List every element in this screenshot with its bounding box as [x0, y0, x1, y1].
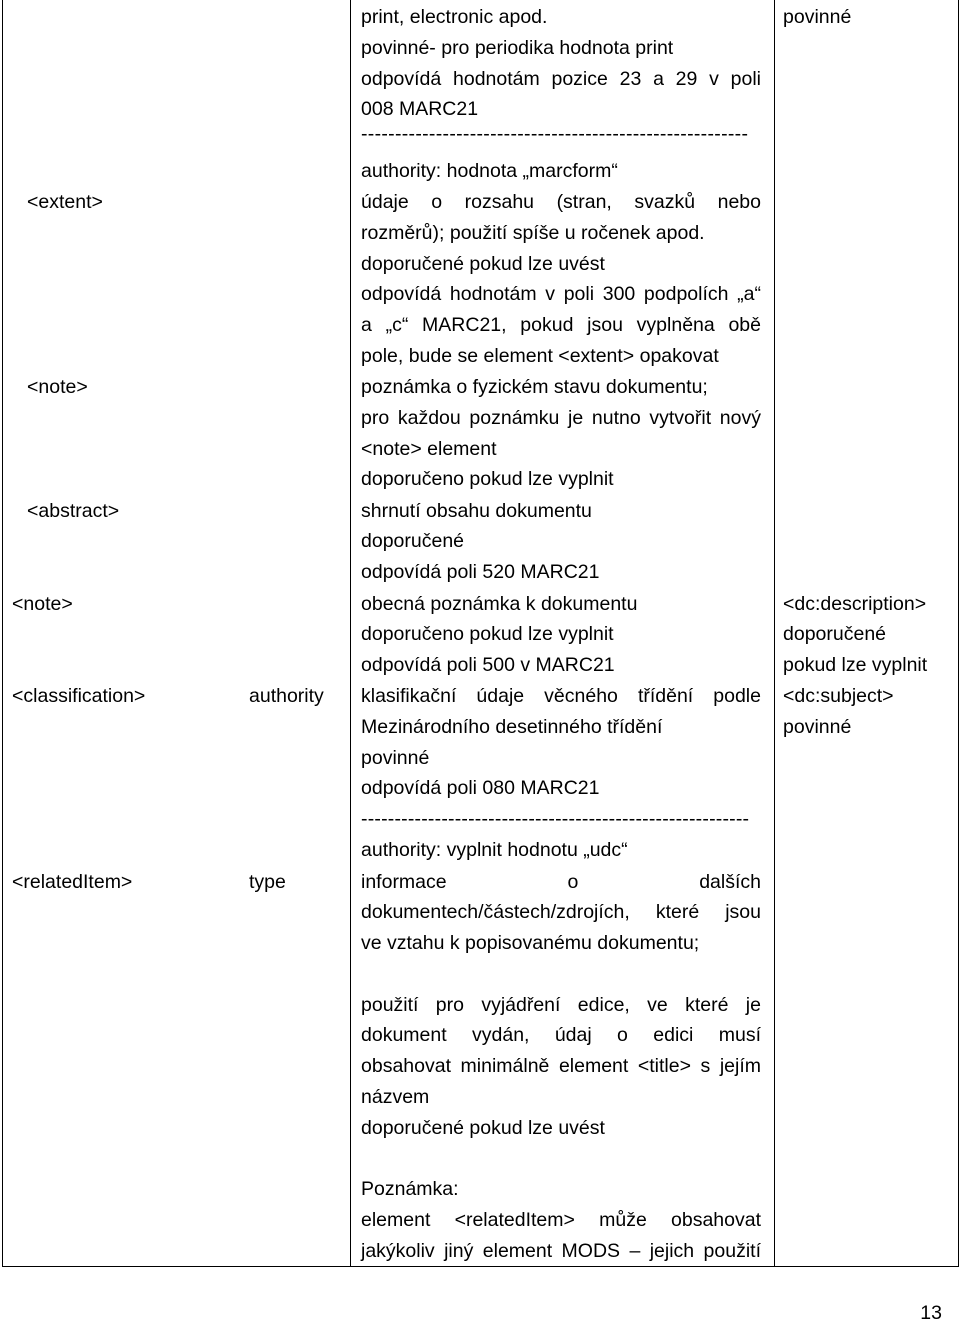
dc-mapping: povinné: [783, 6, 852, 28]
description-line: povinné- pro periodika hodnota print: [361, 36, 674, 59]
column-divider: [350, 0, 351, 1266]
description-line: obsahovat minimálně element <title> s jejím: [361, 1055, 761, 1078]
description-line: klasifikační údaje věcného třídění podle: [361, 685, 761, 707]
page-number: 13: [920, 1302, 942, 1324]
description-line: povinné: [361, 746, 430, 769]
dc-mapping: pokud lze vyplnit: [783, 654, 928, 677]
description-line: informace o dalších: [361, 870, 761, 893]
element-name: <extent>: [27, 191, 103, 213]
column-divider: [774, 0, 775, 1266]
description-line: doporučeno pokud lze vyplnit: [361, 623, 614, 646]
description-line: dokumentech/částech/zdrojích, které jsou: [361, 901, 761, 924]
element-name: <abstract>: [27, 499, 120, 522]
description-line: ve vztahu k popisovanému dokumentu;: [361, 932, 700, 955]
description-line: dokument vydán, údaj o edici musí: [361, 1024, 761, 1047]
dc-mapping: <dc:subject>: [783, 685, 894, 707]
element-name: <note>: [27, 376, 88, 398]
description-line: 008 MARC21: [361, 98, 479, 121]
dc-mapping: <dc:description>: [783, 592, 927, 615]
description-line: odpovídá poli 520 MARC21: [361, 561, 600, 584]
description-line: odpovídá poli 080 MARC21: [361, 777, 600, 800]
description-line: doporučené: [361, 530, 465, 553]
description-line: odpovídá hodnotám v poli 300 podpolích „a“: [361, 283, 761, 306]
description-line: Poznámka:: [361, 1178, 459, 1200]
description-line: authority: hodnota „marcform“: [361, 160, 618, 182]
description-line: odpovídá hodnotám pozice 23 a 29 v poli: [361, 67, 761, 90]
description-line: poznámka o fyzickém stavu dokumentu;: [361, 376, 708, 398]
attribute-name: type: [249, 870, 286, 893]
description-line: <note> element: [361, 437, 497, 460]
description-line: shrnutí obsahu dokumentu: [361, 499, 592, 522]
separator-line: ---------------------------------------------------------: [361, 123, 749, 145]
description-line: odpovídá poli 500 v MARC21: [361, 654, 615, 677]
description-line: použití pro vyjádření edice, ve které je: [361, 993, 761, 1016]
description-line: doporučeno pokud lze vyplnit: [361, 468, 614, 491]
dc-mapping: doporučené: [783, 623, 887, 646]
description-line: pole, bude se element <extent> opakovat: [361, 345, 719, 367]
description-line: authority: vyplnit hodnotu „udc“: [361, 839, 628, 861]
description-line: element <relatedItem> může obsahovat: [361, 1208, 761, 1231]
description-line: a „c“ MARC21, pokud jsou vyplněna obě: [361, 314, 761, 337]
description-line: print, electronic apod.: [361, 6, 548, 28]
description-line: pro každou poznámku je nutno vytvořit nový: [361, 406, 761, 429]
table-border-right: [958, 0, 959, 1266]
element-name: <classification>: [12, 685, 146, 707]
description-line: Mezinárodního desetinného třídění: [361, 715, 663, 738]
separator-line: ----------------------------------------------------------: [361, 808, 750, 831]
description-line: údaje o rozsahu (stran, svazků nebo: [361, 191, 761, 213]
description-line: doporučené pokud lze uvést: [361, 1116, 605, 1139]
description-line: obecná poznámka k dokumentu: [361, 592, 638, 615]
element-name: <relatedItem>: [12, 870, 133, 893]
element-name: <note>: [12, 592, 73, 615]
description-line: doporučené pokud lze uvést: [361, 252, 605, 275]
dc-mapping: povinné: [783, 715, 852, 738]
description-line: jakýkoliv jiný element MODS – jejich použití: [361, 1239, 761, 1262]
description-line: názvem: [361, 1085, 430, 1108]
table-border-left: [2, 0, 3, 1266]
description-line: rozměrů); použití spíše u ročenek apod.: [361, 221, 705, 244]
attribute-name: authority: [249, 685, 324, 707]
